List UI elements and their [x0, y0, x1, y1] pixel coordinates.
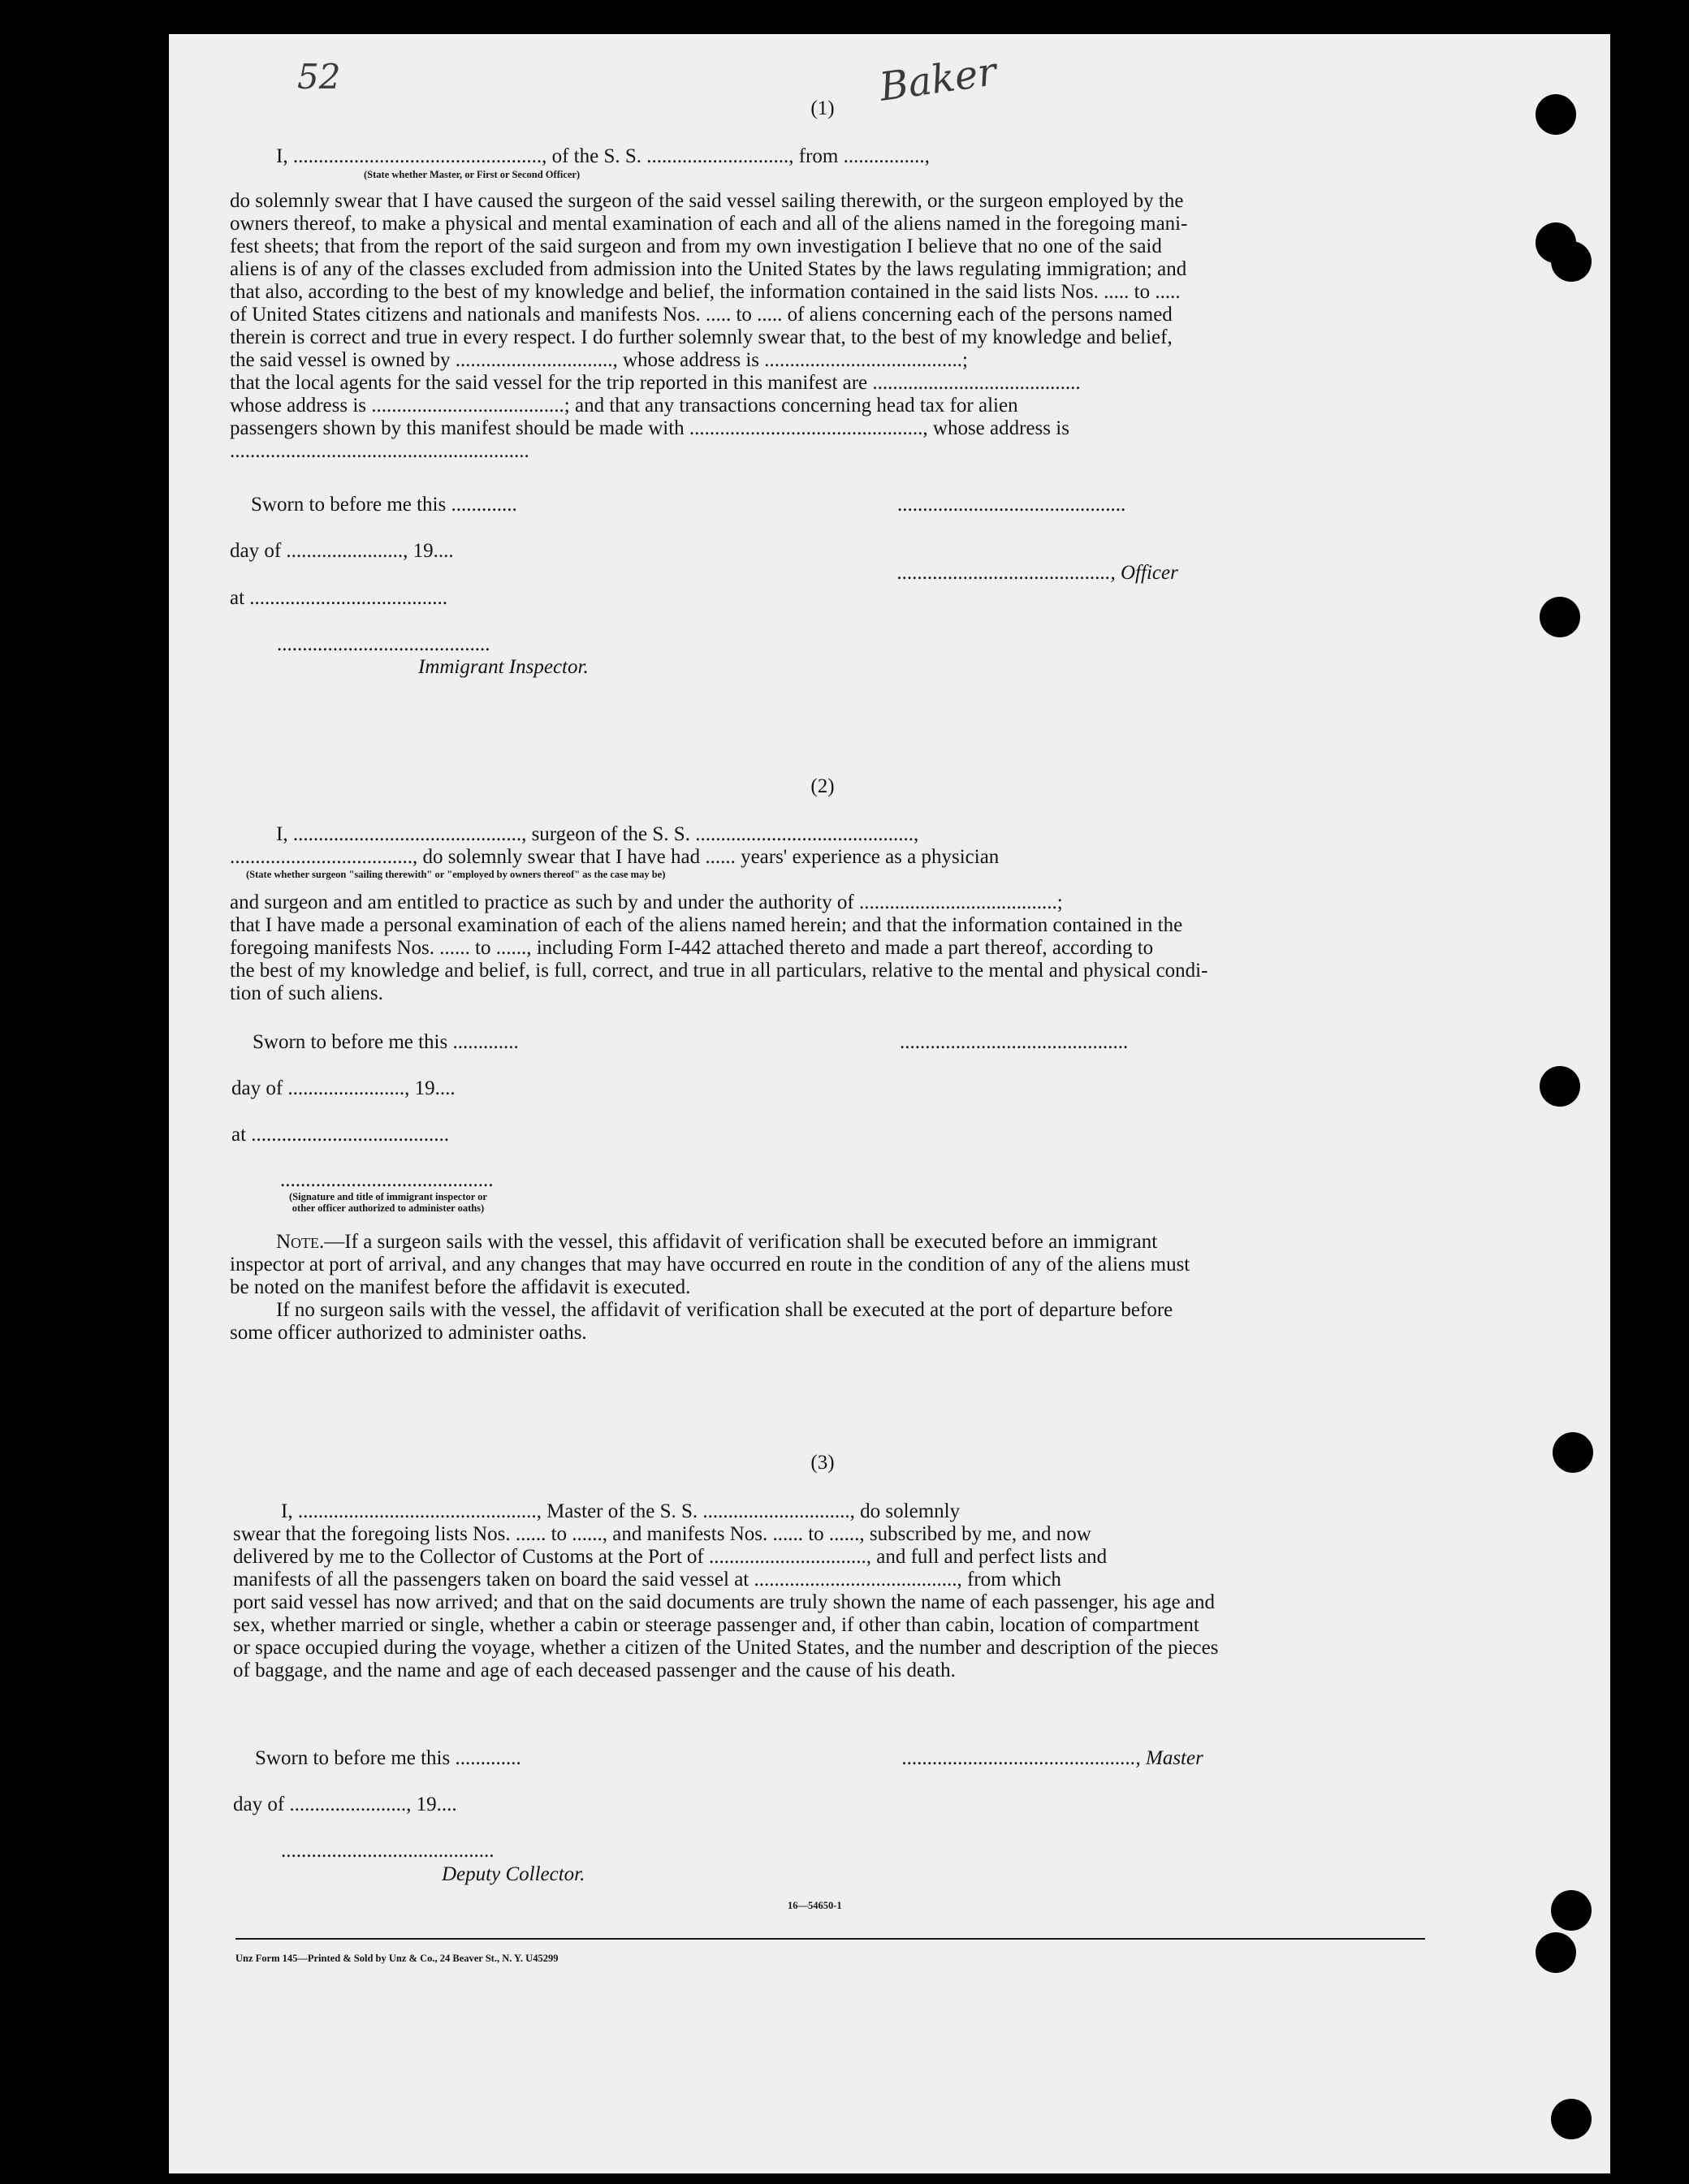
s3-line: sex, whether married or single, whether a cabin or steerage passenger and, if other than cabin, location of compartment: [233, 1614, 1199, 1636]
section2-heading: (2): [810, 775, 835, 797]
section3-collector: Deputy Collector.: [442, 1863, 585, 1885]
s1-line: the said vessel is owned by ..............................., whose address is .......................................;: [230, 349, 968, 371]
section2-signature-caption: (Signature and title of immigrant inspector or other officer authorized to administer oaths): [289, 1191, 487, 1214]
section3-master-line: .............................................., Master: [902, 1747, 1203, 1769]
binder-hole: [1551, 1890, 1592, 1931]
section2-caption: (State whether surgeon "sailing therewith" or "employed by owners thereof" as the case may be): [246, 869, 666, 880]
s2-line: tion of such aliens.: [230, 982, 383, 1004]
footer-rule: [235, 1938, 1425, 1940]
s1-line: do solemnly swear that I have caused the surgeon of the said vessel sailing therewith, or the surgeon employed by the: [230, 190, 1184, 212]
s3-line: swear that the foregoing lists Nos. ...... to ......, and manifests Nos. ...... to ......, subscribed by me, and now: [233, 1523, 1091, 1545]
handwritten-name: Baker: [876, 49, 1000, 110]
binder-hole: [1540, 1066, 1580, 1107]
section1-officer-line: .........................................., Officer: [897, 562, 1178, 584]
note-label: Note.: [276, 1231, 325, 1253]
section1-sig-dots: ..........................................: [277, 633, 490, 655]
section1-signature-line: .............................................: [897, 494, 1126, 516]
note-line: some officer authorized to administer oaths.: [230, 1322, 587, 1344]
form-number: 16—54650-1: [788, 1900, 842, 1911]
section2-sworn: Sworn to before me this .............: [253, 1031, 519, 1053]
s1-line: fest sheets; that from the report of the said surgeon and from my own investigation I believe that no one of the said: [230, 235, 1162, 257]
corner-number: 52: [297, 57, 341, 97]
section1-inspector: Immigrant Inspector.: [418, 656, 589, 678]
note-line: If no surgeon sails with the vessel, the affidavit of verification shall be executed at the port of departure before: [276, 1299, 1173, 1321]
section1-caption: (State whether Master, or First or Second Officer): [364, 169, 581, 180]
section1-first-line: I, ................................................., of the S. S. ............................, from ................,: [276, 145, 930, 167]
s1-line: ...........................................................: [230, 440, 529, 462]
section2-signature-line: .............................................: [900, 1031, 1129, 1053]
section3-sworn: Sworn to before me this .............: [255, 1747, 521, 1769]
binder-hole: [1536, 1932, 1576, 1973]
section3-sig-dots: ..........................................: [281, 1840, 495, 1862]
section2-line1: I, ............................................., surgeon of the S. S. ...........................................,: [276, 823, 919, 845]
note-line: inspector at port of arrival, and any changes that may have occurred en route in the condition of any of the aliens must: [230, 1254, 1190, 1275]
section2-sig-dots: ..........................................: [280, 1169, 494, 1191]
s3-line: of baggage, and the name and age of each deceased passenger and the cause of his death.: [233, 1660, 956, 1681]
s3-line: port said vessel has now arrived; and that on the said documents are truly shown the name of each passenger, his age and: [233, 1591, 1216, 1613]
section1-at: at .......................................: [230, 587, 448, 609]
s1-line: of United States citizens and nationals and manifests Nos. ..... to ..... of aliens concerning each of the persons named: [230, 304, 1173, 326]
binder-hole: [1553, 1432, 1593, 1473]
section2-at: at .......................................: [231, 1124, 450, 1146]
s2-line: and surgeon and am entitled to practice as such by and under the authority of .......................................;: [230, 891, 1063, 913]
s1-line: that also, according to the best of my knowledge and belief, the information contained in the said lists Nos. ..... to .....: [230, 281, 1181, 303]
binder-hole: [1540, 597, 1580, 637]
binder-hole: [1536, 94, 1576, 135]
note-text: —If a surgeon sails with the vessel, this affidavit of verification shall be executed before an immigrant: [324, 1231, 1158, 1253]
s1-line: therein is correct and true in every respect. I do further solemnly swear that, to the best of my knowledge and belief,: [230, 326, 1173, 348]
footer-imprint: Unz Form 145—Printed & Sold by Unz & Co., 24 Beaver St., N. Y. U45299: [235, 1953, 559, 1964]
s2-line: foregoing manifests Nos. ...... to ......, including Form I-442 attached thereto and made a part thereof, according to: [230, 937, 1154, 959]
s2-line: the best of my knowledge and belief, is full, correct, and true in all particulars, relative to the mental and physical condi-: [230, 960, 1208, 982]
s1-line: whose address is ......................................; and that any transactions concerning head tax for alien: [230, 395, 1018, 417]
section3-day: day of ......................., 19....: [233, 1793, 457, 1815]
section1-sworn: Sworn to before me this .............: [251, 494, 517, 516]
note-line: be noted on the manifest before the affidavit is executed.: [230, 1276, 691, 1298]
s1-line: owners thereof, to make a physical and mental examination of each and all of the aliens named in the foregoing mani-: [230, 213, 1188, 235]
section1-heading: (1): [810, 97, 835, 119]
s3-line: I, ..............................................., Master of the S. S. ............................., do solemnly: [281, 1500, 961, 1522]
manifest-sheet: [169, 34, 1610, 2173]
s3-line: manifests of all the passengers taken on board the said vessel at ........................................, from which: [233, 1569, 1061, 1591]
s3-line: delivered by me to the Collector of Customs at the Port of ..............................., and full and perfect lists and: [233, 1546, 1108, 1568]
s1-line: passengers shown by this manifest should be made with .............................................., whose address is: [230, 417, 1069, 439]
s1-line: aliens is of any of the classes excluded from admission into the United States by the laws regulating immigration; and: [230, 258, 1187, 280]
section1-day: day of ......................., 19....: [230, 540, 454, 562]
section2-day: day of ......................., 19....: [231, 1077, 456, 1099]
s2-line: that I have made a personal examination of each of the aliens named herein; and that the information contained in the: [230, 914, 1183, 936]
s3-line: or space occupied during the voyage, whether a citizen of the United States, and the number and description of the pieces: [233, 1637, 1219, 1659]
binder-hole: [1551, 2099, 1592, 2139]
section3-heading: (3): [810, 1452, 835, 1474]
section2-line2: ...................................., do solemnly swear that I have had ...... years' experience as a physician: [230, 846, 1000, 868]
s1-line: that the local agents for the said vessel for the trip reported in this manifest are .........................................: [230, 372, 1081, 394]
note-line: [276, 1231, 1157, 1254]
binder-hole: [1551, 241, 1592, 282]
